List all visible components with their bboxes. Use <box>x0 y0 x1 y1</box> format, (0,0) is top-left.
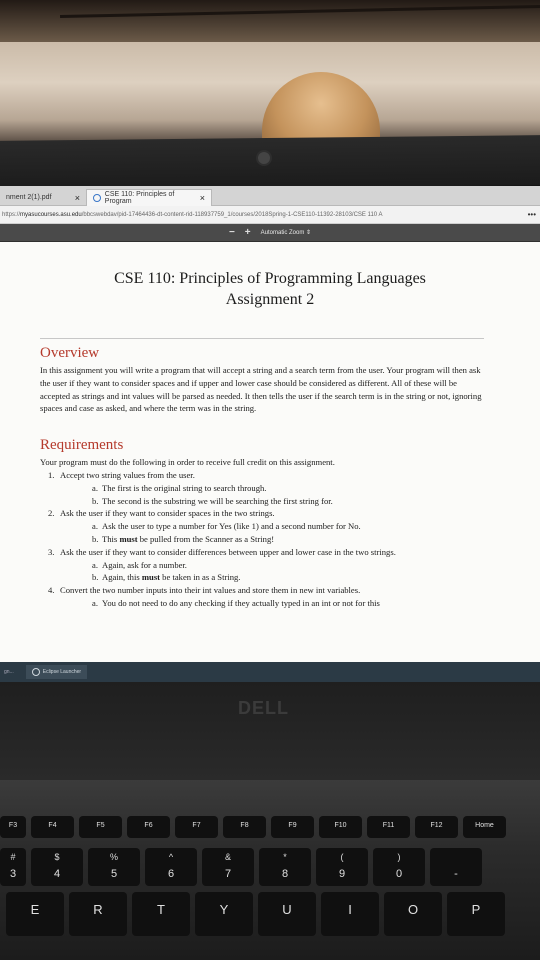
key-8 <box>259 848 311 886</box>
key-shift-label: ) <box>397 852 401 862</box>
key-label: 3 <box>9 868 17 880</box>
url-prefix: https:// <box>2 212 21 218</box>
list-item: 2. Ask the user if they want to consider spaces in the two strings. a. Ask the user to type a number for Yes (like 1) and a second number for No. b. This must be pulled from the Scanner as a String! <box>40 507 540 545</box>
key-t <box>132 892 190 936</box>
list-item: a. Again, ask for a number. <box>92 559 187 570</box>
overview-text: In this assignment you will write a program that will accept a string and a search term from the user. Your program will then ask the user if they want to consider spaces and if upper and lower case should be considered as different. All of these will be accepted as strings and int values will be parsed as needed. It then tells the user if the search term is in the string or not, ignoring spaces and case as asked, and where the term was in the string. <box>40 365 482 414</box>
tab-label: nment 2(1).pdf <box>6 194 52 201</box>
key-- <box>430 848 482 886</box>
key-f5 <box>79 816 122 838</box>
pdf-page <box>0 242 540 662</box>
key-6 <box>145 848 197 886</box>
key-shift-label: # <box>10 852 16 862</box>
key-label: 0 <box>395 868 403 880</box>
key-label: 8 <box>281 868 289 880</box>
key-f3 <box>0 816 26 838</box>
laptop-screen <box>0 186 540 682</box>
key-label: F7 <box>192 822 201 829</box>
overview-heading: Overview <box>40 345 100 361</box>
key-label: F11 <box>382 822 395 829</box>
ceiling-beam <box>0 0 540 42</box>
list-item: a. The first is the original string to search through. <box>92 482 267 493</box>
key-label: 4 <box>53 868 61 880</box>
key-5 <box>88 848 140 886</box>
list-item: a. Ask the user to type a number for Yes (like 1) and a second number for No. <box>92 521 361 532</box>
key-f10 <box>319 816 362 838</box>
zoom-out-button[interactable]: − <box>228 227 235 238</box>
title-line-1: CSE 110: Principles of Programming Languages <box>114 270 426 287</box>
list-item: a. You do not need to do any checking if they actually typed in an int or not for this <box>92 597 380 608</box>
tab-assignment-pdf[interactable] <box>0 189 86 206</box>
webcam <box>256 150 272 166</box>
key-e <box>6 892 64 936</box>
zoom-select[interactable] <box>261 229 311 236</box>
function-key-row <box>0 816 540 838</box>
list-item: b. Again, this must be taken in as a String. <box>92 572 241 583</box>
key-label: - <box>454 868 458 880</box>
eclipse-launcher-button[interactable] <box>26 665 87 679</box>
key-label: P <box>471 902 481 917</box>
document-title <box>40 268 500 310</box>
number-key-row <box>0 848 540 886</box>
key-r <box>69 892 127 936</box>
eclipse-launcher-label: Eclipse Launcher <box>42 669 82 675</box>
key-label: F10 <box>334 822 347 829</box>
key-f4 <box>31 816 74 838</box>
requirements-intro: Your program must do the following in order to receive full credit on this assignment. <box>40 457 335 468</box>
requirements-list <box>40 469 540 610</box>
taskbar-item[interactable]: gn... <box>4 669 14 675</box>
key-4 <box>31 848 83 886</box>
key-home <box>463 816 506 838</box>
key-shift-label: & <box>224 852 232 862</box>
list-item: b. The second is the substring we will be searching the first string for. <box>92 495 333 506</box>
key-f11 <box>367 816 410 838</box>
zoom-select-label: Automatic Zoom <box>260 230 305 236</box>
list-item: b. This must be pulled from the Scanner as a String! <box>92 533 275 544</box>
key-f12 <box>415 816 458 838</box>
key-label: 9 <box>338 868 346 880</box>
letter-key-row <box>6 892 540 936</box>
key-label: F4 <box>48 822 57 829</box>
key-y <box>195 892 253 936</box>
key-label: F5 <box>96 822 105 829</box>
key-f8 <box>223 816 266 838</box>
eclipse-icon <box>32 668 40 676</box>
key-label: F6 <box>144 822 153 829</box>
key-shift-label: % <box>109 852 119 862</box>
close-icon[interactable]: × <box>199 193 205 203</box>
address-bar[interactable] <box>0 206 540 224</box>
key-label: T <box>157 902 165 917</box>
tab-label: CSE 110: Principles of Program <box>104 191 175 205</box>
chevron-updown-icon: ⇕ <box>306 230 312 236</box>
list-item: 1. Accept two string values from the user. a. The first is the original string to search through. b. The second is the substring we will be searching the first string for. <box>40 469 540 507</box>
tab-cse110[interactable] <box>86 189 212 206</box>
key-label: F9 <box>288 822 297 829</box>
key-shift-label: $ <box>54 852 60 862</box>
key-label: U <box>282 902 292 917</box>
key-9 <box>316 848 368 886</box>
requirements-heading: Requirements <box>40 437 124 454</box>
key-p <box>447 892 505 936</box>
key-label: R <box>93 902 103 917</box>
key-shift-label: ^ <box>168 852 174 862</box>
key-3 <box>0 848 26 886</box>
key-f6 <box>127 816 170 838</box>
key-0 <box>373 848 425 886</box>
key-f7 <box>175 816 218 838</box>
key-label: F12 <box>430 822 443 829</box>
key-label: I <box>348 902 352 917</box>
more-menu-icon[interactable]: ••• <box>527 210 536 219</box>
key-label: 7 <box>224 868 232 880</box>
pdf-toolbar <box>0 224 540 242</box>
key-shift-label: ( <box>340 852 344 862</box>
key-o <box>384 892 442 936</box>
key-i <box>321 892 379 936</box>
keyboard <box>0 780 540 960</box>
key-label: 6 <box>167 868 175 880</box>
close-icon[interactable]: × <box>74 192 80 203</box>
browser-tab-bar <box>0 186 540 206</box>
url-path: /bbcswebdav/pid-17464436-dt-content-rid-118937759_1/courses/2018Spring-1-CSE110-11392-28103/CSE 110 A <box>81 212 383 218</box>
dell-logo: DELL <box>238 698 289 718</box>
key-u <box>258 892 316 936</box>
key-label: E <box>30 902 40 917</box>
zoom-in-button[interactable]: + <box>244 227 251 238</box>
horizontal-rule <box>40 338 484 339</box>
list-item: 4. Convert the two number inputs into their int values and store them in new int variables. a. You do not need to do any checking if they actually typed in an int or not for this <box>40 584 540 610</box>
key-f9 <box>271 816 314 838</box>
key-shift-label: * <box>283 852 287 862</box>
key-label: O <box>407 902 419 917</box>
list-item: 3. Ask the user if they want to consider differences between upper and lower case in the two strings. a. Again, ask for a number. b. Again, this must be taken in as a String. <box>40 546 540 584</box>
url-host: myasucourses.asu.edu <box>20 212 82 218</box>
firefox-icon <box>93 194 101 202</box>
title-line-2: Assignment 2 <box>225 291 315 308</box>
key-label: Home <box>475 822 494 829</box>
key-label: 5 <box>110 868 118 880</box>
key-label: F8 <box>240 822 249 829</box>
key-7 <box>202 848 254 886</box>
key-label: F3 <box>8 822 18 829</box>
key-label: Y <box>219 902 229 917</box>
os-taskbar <box>0 662 540 682</box>
